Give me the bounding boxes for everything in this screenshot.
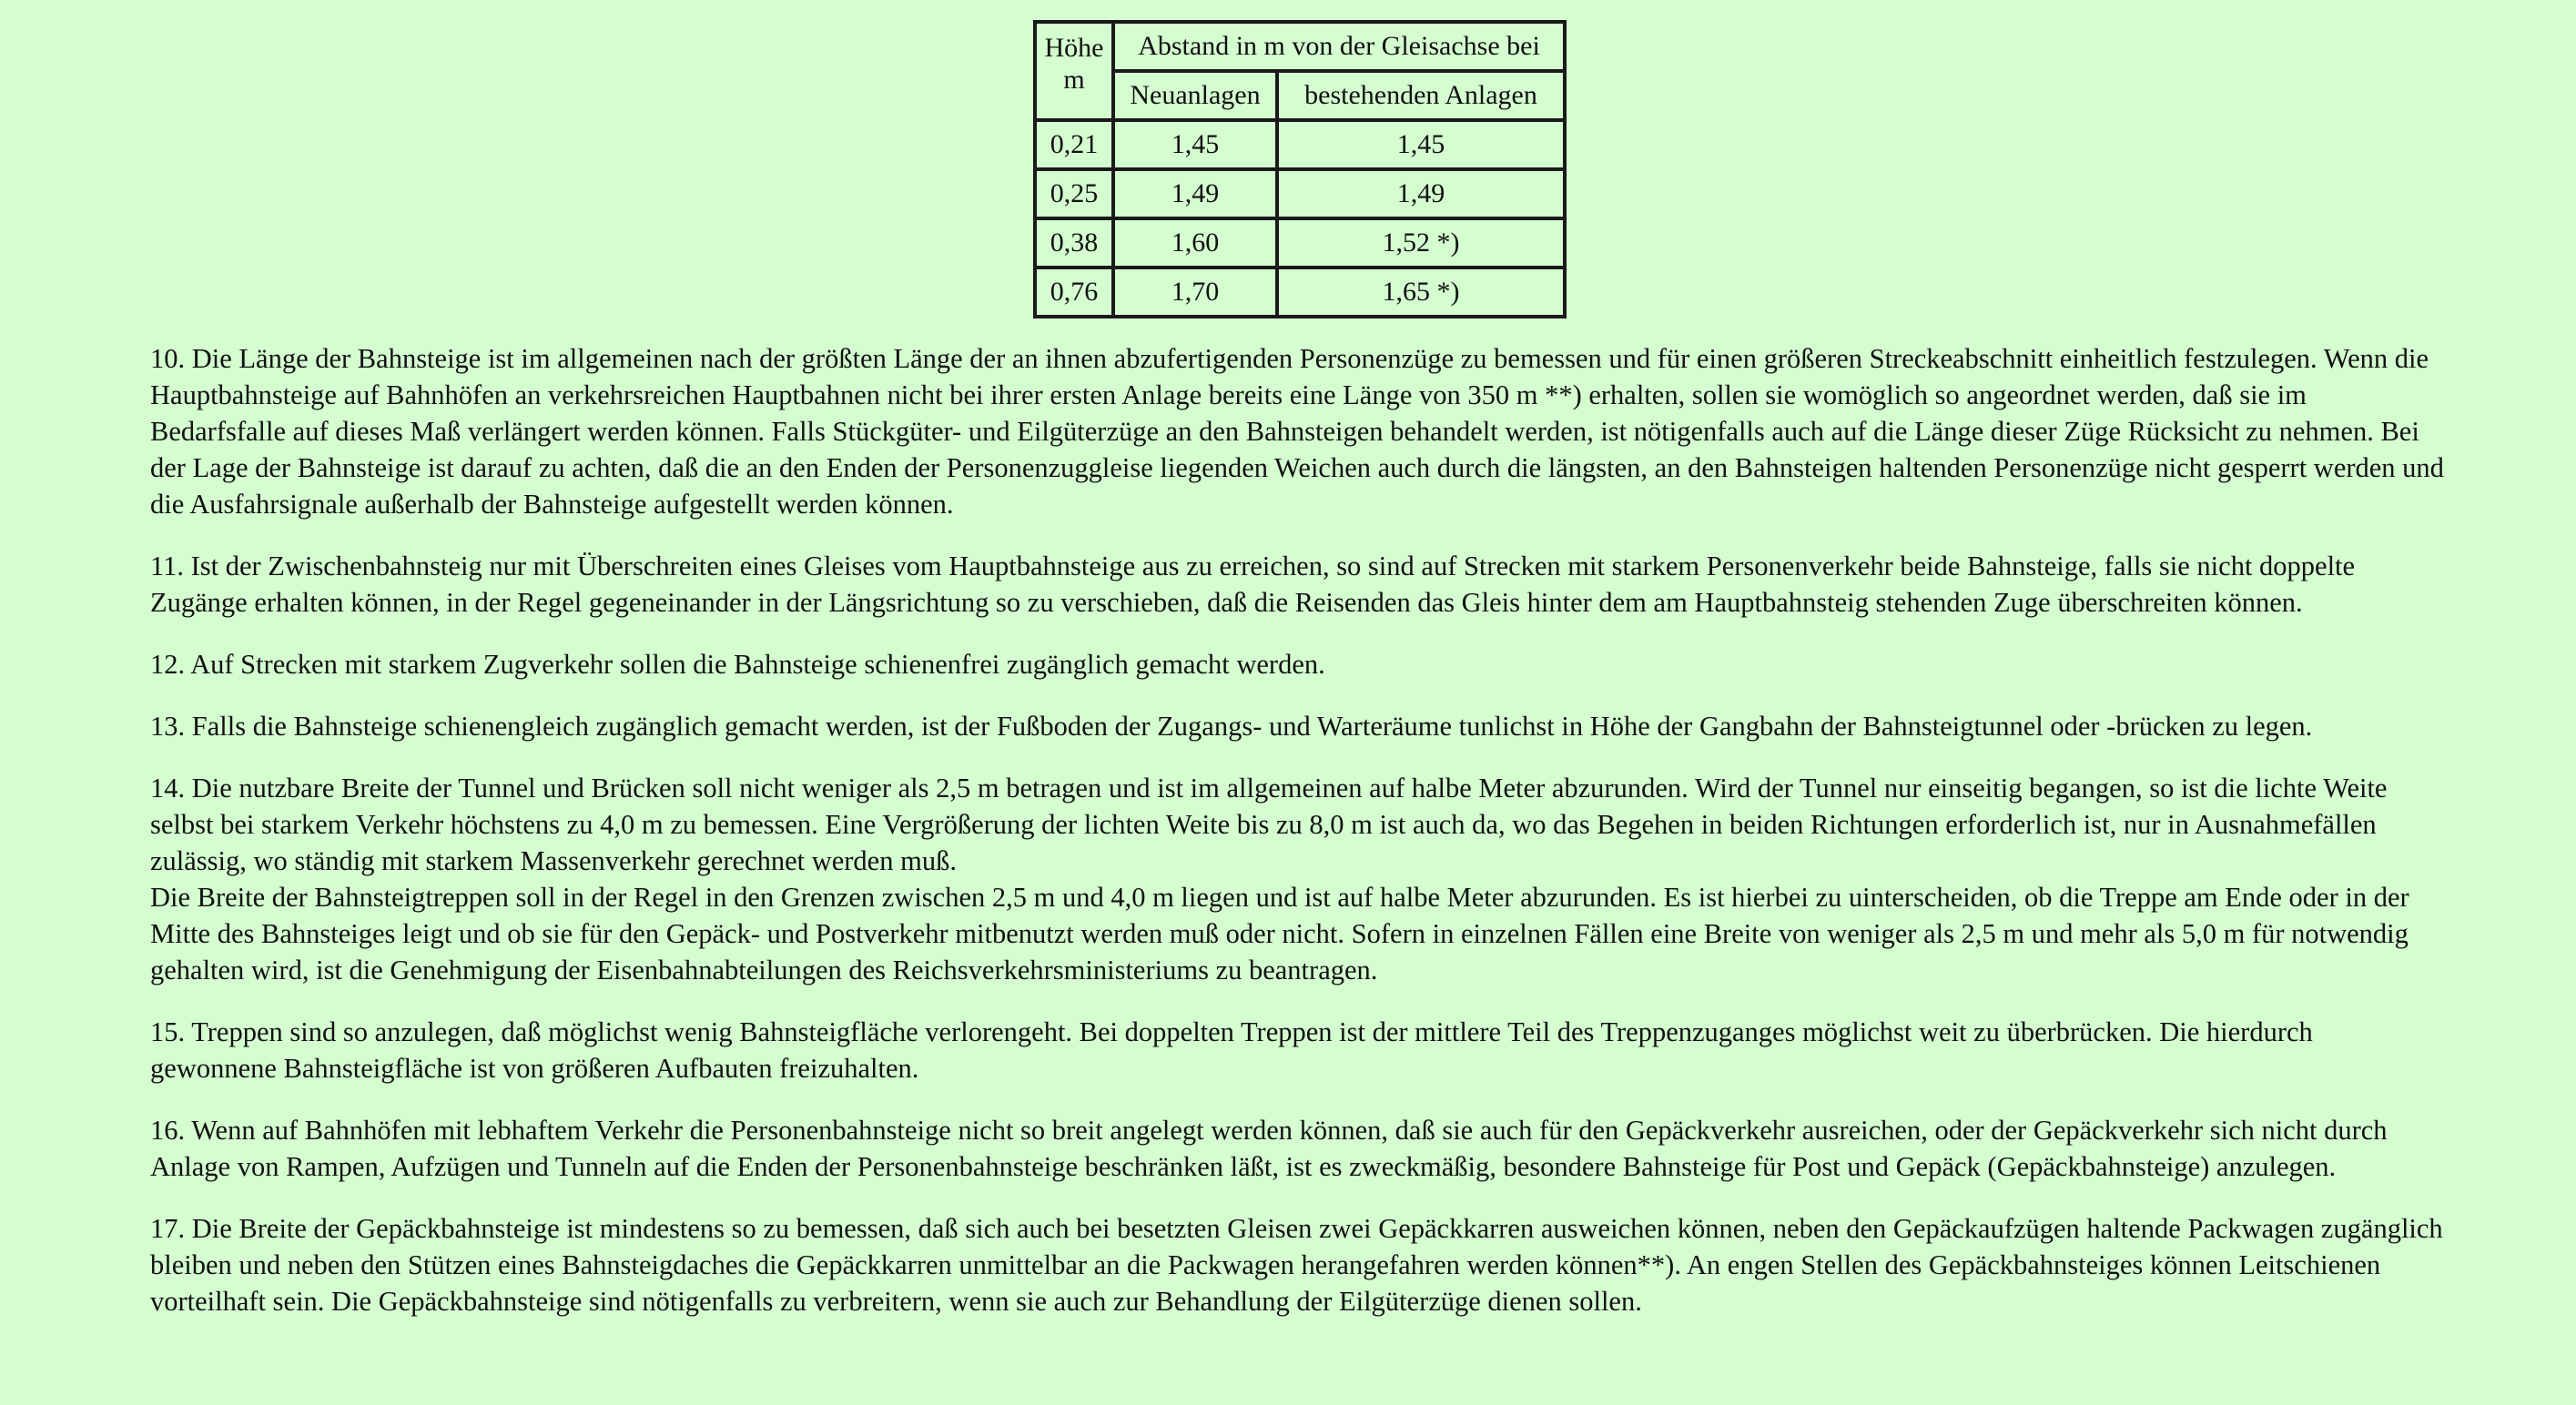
paragraph-12: 12. Auf Strecken mit starkem Zugverkehr sollen die Bahnsteige schienenfrei zugänglich gemacht werden. [150,649,1325,680]
cell-neu: 1,60 [1113,218,1277,268]
table-header-row [1035,22,1565,71]
header-bestehende: bestehenden Anlagen [1277,71,1565,120]
paragraph-16: 16. Wenn auf Bahnhöfen mit lebhaftem Verkehr die Personenbahnsteige nicht so breit angelegt werden können, daß sie auch für den Gepäckverkehr ausreichen, oder der Gepäckverkehr sich nicht durch Anlage von Rampen, Aufzügen und Tunneln auf die Enden der Personenbahnsteige beschränken läßt, ist es zweckmäßig, besondere Bahnsteige für Post und Gepäck (Gepäckbahnsteige) anzulegen. [150,1115,2388,1182]
table-row [1035,169,1565,218]
cell-best: 1,52 *) [1277,218,1565,268]
table-row [1035,120,1565,169]
cell-neu: 1,70 [1113,268,1277,317]
cell-hoehe: 0,38 [1035,218,1113,268]
paragraph-15: 15. Treppen sind so anzulegen, daß möglichst wenig Bahnsteigfläche verlorengeht. Bei doppelten Treppen ist der mittlere Teil des Treppenzuganges möglichst weit zu überbrücken. Die hierdurch gewonnene Bahnsteigfläche ist von größeren Aufbauten freizuhalten. [150,1016,2313,1084]
header-neuanlagen: Neuanlagen [1113,71,1277,120]
clearance-table [1033,20,1567,318]
cell-best: 1,49 [1277,169,1565,218]
table-row [1035,268,1565,317]
header-abstand: Abstand in m von der Gleisachse bei [1113,22,1565,71]
paragraph-13: 13. Falls die Bahnsteige schienengleich zugänglich gemacht werden, ist der Fußboden der Zugangs- und Warteräume tunlichst in Höhe der Gangbahn der Bahnsteigtunnel oder -brücken zu legen. [150,711,2313,742]
paragraph-10: 10. Die Länge der Bahnsteige ist im allgemeinen nach der größten Länge der an ihnen abzufertigenden Personenzüge zu bemessen und für einen größeren Streckeabschnitt einheitlich festzulegen. Wenn die Hauptbahnsteige auf Bahnhöfen an verkehrsreichen Hauptbahnen nicht bei ihrer ersten Anlage bereits eine Länge von 350 m **) erhalten, sollen sie womöglich so angeordnet werden, daß sie im Bedarfsfalle auf dieses Maß verlängert werden können. Falls Stückgüter- und Eilgüterzüge an den Bahnsteigen behandelt werden, ist nötigenfalls auch auf die Länge dieser Züge Rücksicht zu nehmen. Bei der Lage der Bahnsteige ist darauf zu achten, daß die an den Enden der Personenzuggleise liegenden Weichen auch durch die längsten, an den Bahnsteigen haltenden Personenzüge nicht gesperrt werden und die Ausfahrsignale außerhalb der Bahnsteige aufgestellt werden können. [150,343,2444,520]
paragraph-14-continued: Die Breite der Bahnsteigtreppen soll in der Regel in den Grenzen zwischen 2,5 m und 4,0 m liegen und ist auf halbe Meter abzurunden. Es ist hierbei zu uinterscheiden, ob die Treppe am Ende oder in der Mitte des Bahnsteiges leigt und ob sie für den Gepäck- und Postverkehr mitbenutzt werden muß oder nicht. Sofern in einzelnen Fällen eine Breite von weniger als 2,5 m und mehr als 5,0 m für notwendig gehalten wird, ist die Genehmigung der Eisenbahnabteilungen des Reichsverkehrsministeriums zu beantragen. [150,882,2409,986]
cell-hoehe: 0,76 [1035,268,1113,317]
table-row [1035,218,1565,268]
cell-best: 1,45 [1277,120,1565,169]
table-subheader-row [1035,71,1565,120]
header-hoehe: Höhe m [1035,22,1113,120]
cell-neu: 1,49 [1113,169,1277,218]
paragraph-17: 17. Die Breite der Gepäckbahnsteige ist mindestens so zu bemessen, daß sich auch bei besetzten Gleisen zwei Gepäckkarren ausweichen können, neben den Gepäckaufzügen haltende Packwagen zugänglich bleiben und neben den Stützen eines Bahnsteigdaches die Gepäckkarren unmittelbar an die Packwagen herangefahren werden können**). An engen Stellen des Gepäckbahnsteiges können Leitschienen vorteilhaft sein. Die Gepäckbahnsteige sind nötigenfalls zu verbreitern, wenn sie auch zur Behandlung der Eilgüterzüge dienen sollen. [150,1213,2443,1317]
cell-hoehe: 0,21 [1035,120,1113,169]
cell-best: 1,65 *) [1277,268,1565,317]
document [150,20,2444,1345]
cell-hoehe: 0,25 [1035,169,1113,218]
paragraph-14: 14. Die nutzbare Breite der Tunnel und Brücken soll nicht weniger als 2,5 m betragen und ist im allgemeinen auf halbe Meter abzurunden. Wird der Tunnel nur einseitig begangen, so ist die lichte Weite selbst bei starkem Verkehr höchstens zu 4,0 m zu bemessen. Eine Vergrößerung der lichten Weite bis zu 8,0 m ist auch da, wo das Begehen in beiden Richtungen erforderlich ist, nur in Ausnahmefällen zulässig, wo ständig mit starkem Massenverkehr gerechnet werden muß. [150,773,2388,876]
cell-neu: 1,45 [1113,120,1277,169]
paragraph-11: 11. Ist der Zwischenbahnsteig nur mit Überschreiten eines Gleises vom Hauptbahnsteige aus zu erreichen, so sind auf Strecken mit starkem Personenverkehr beide Bahnsteige, falls sie nicht doppelte Zugänge erhalten können, in der Regel gegeneinander in der Längsrichtung so zu verschieben, daß die Reisenden das Gleis hinter dem am Hauptbahnsteig stehenden Zuge überschreiten können. [150,551,2356,618]
body-text [150,340,2444,1319]
